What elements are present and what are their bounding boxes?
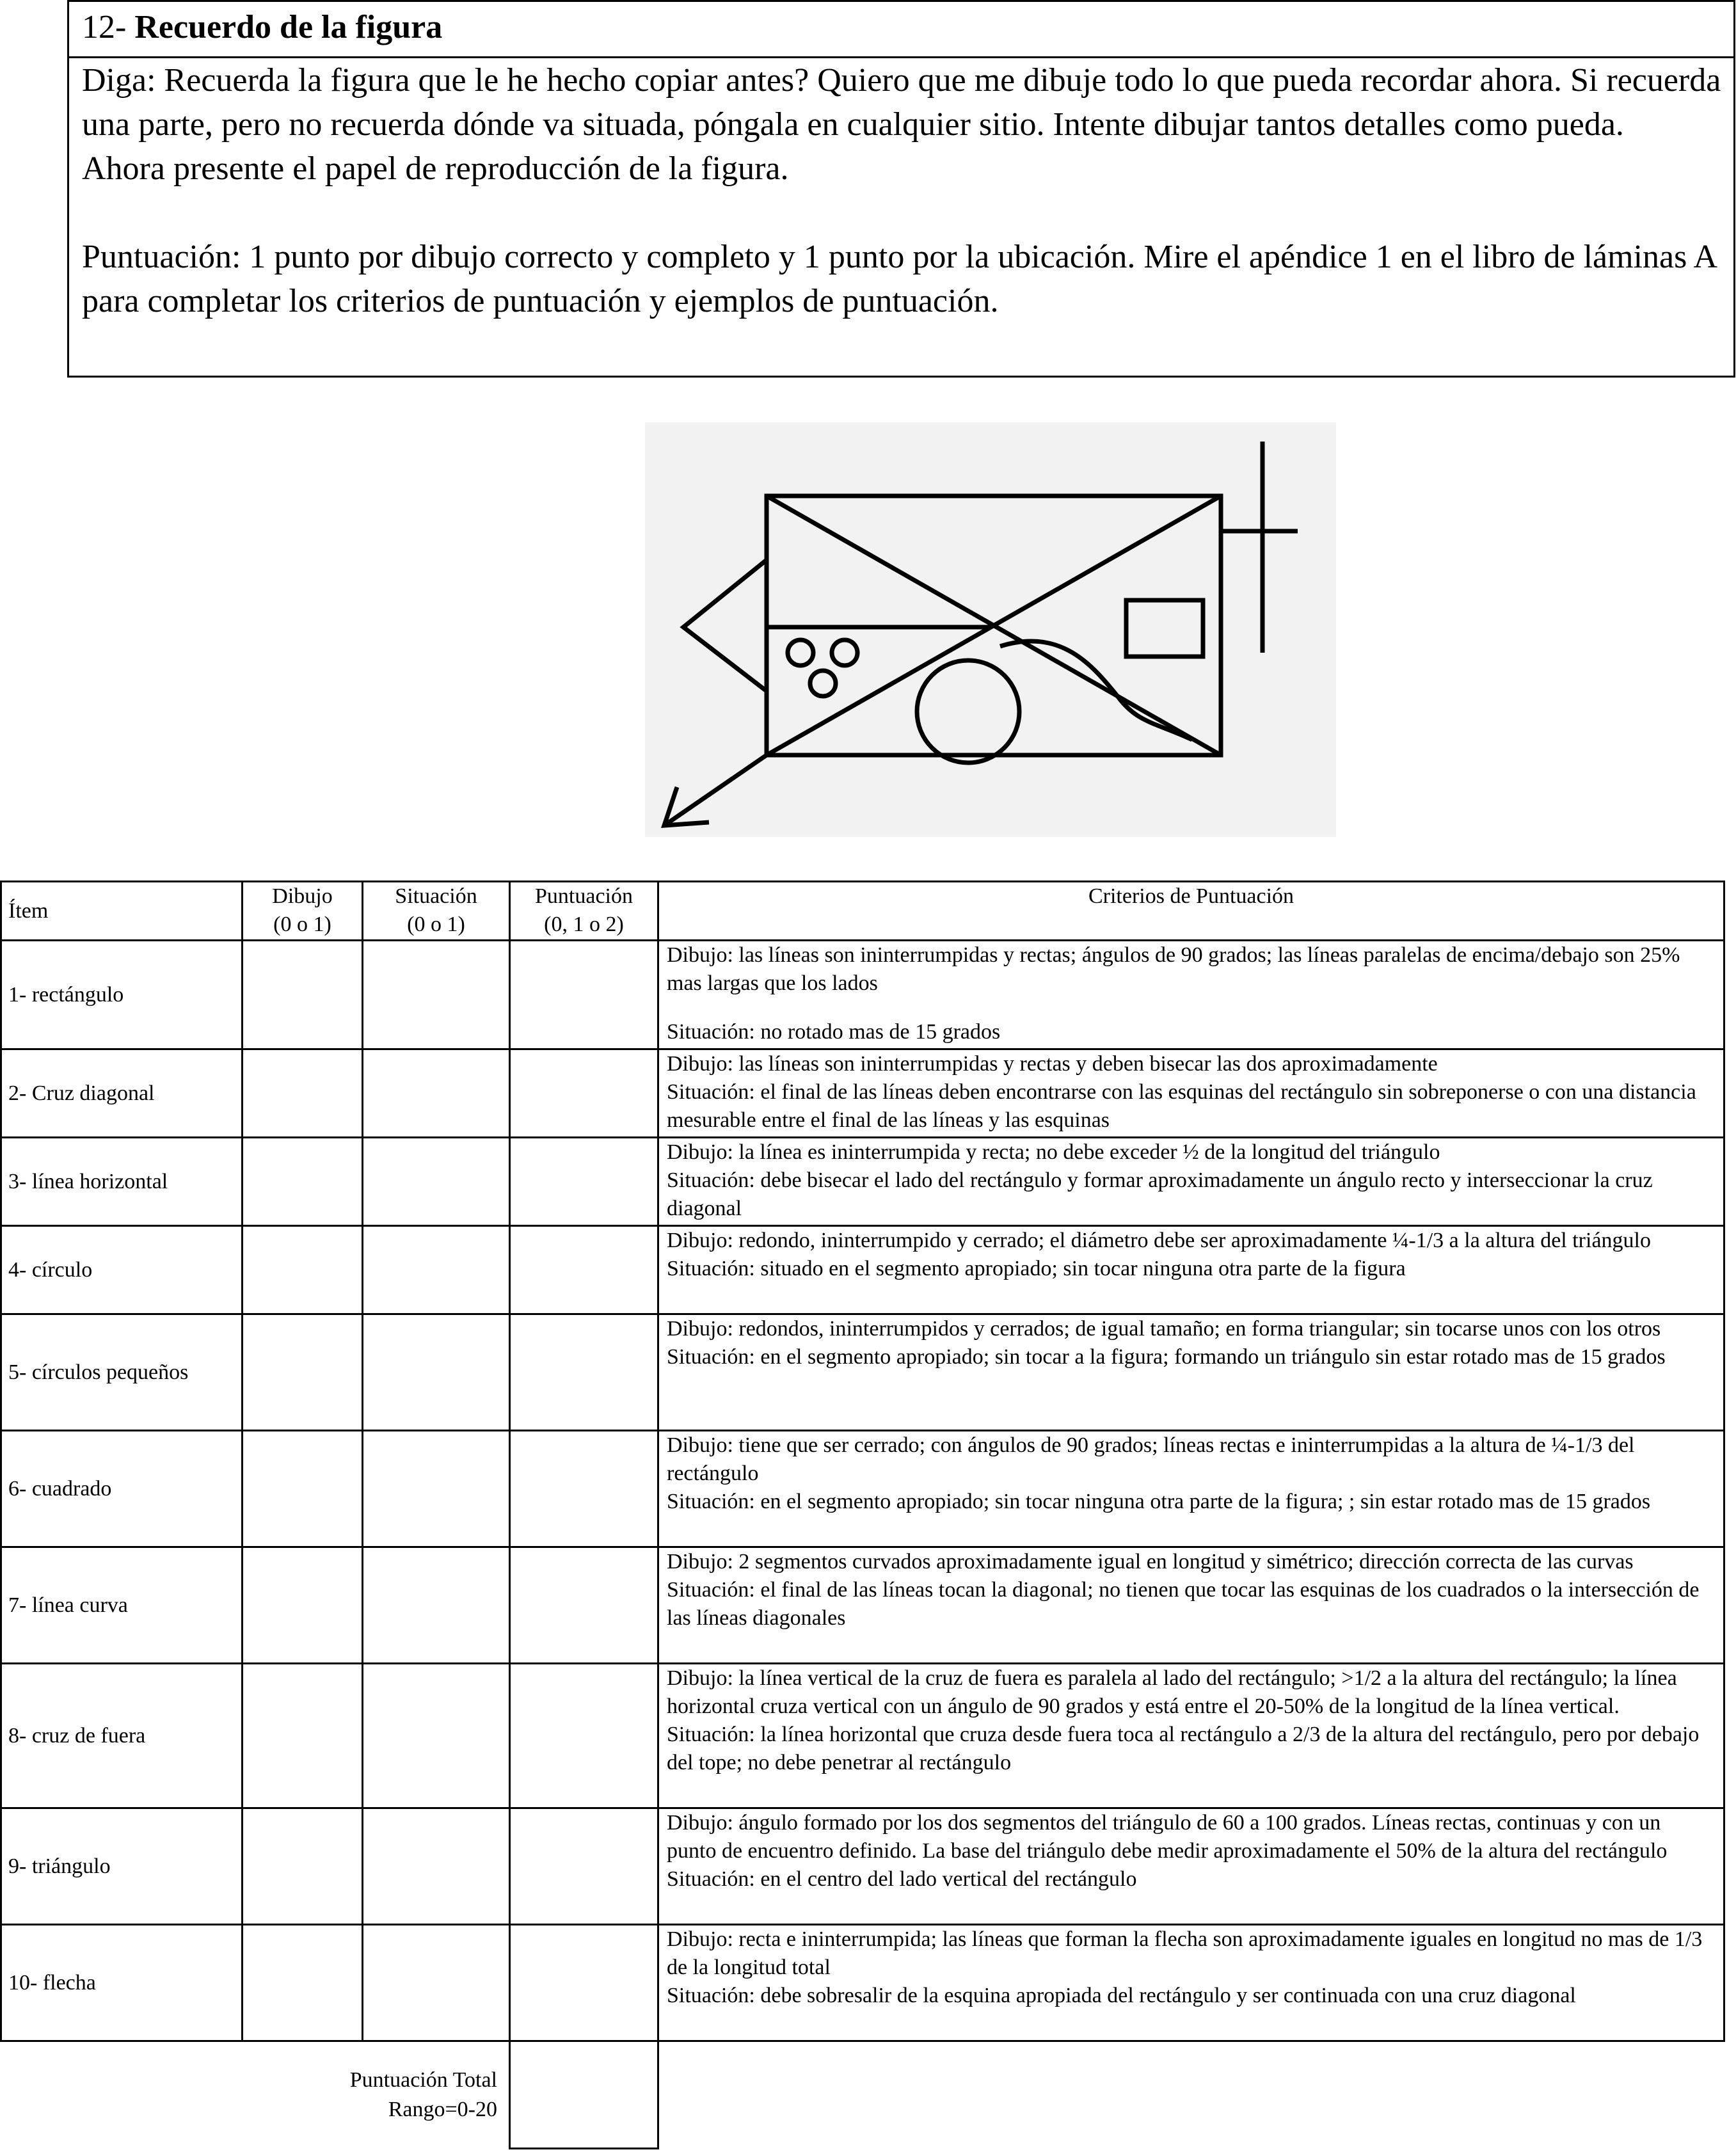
puntuacion-score-cell[interactable] <box>510 1664 658 1808</box>
table-row <box>1 1314 1724 1431</box>
item-label: 1- rectángulo <box>1 941 243 1049</box>
header-puntuacion: Puntuación (0, 1 o 2) <box>510 882 658 941</box>
table-row <box>1 1664 1724 1808</box>
puntuacion-score-cell[interactable] <box>510 1925 658 2041</box>
dibujo-score-cell[interactable] <box>243 1138 363 1226</box>
dibujo-score-cell[interactable] <box>243 1226 363 1314</box>
puntuacion-score-cell[interactable] <box>510 1049 658 1138</box>
table-row <box>1 941 1724 1049</box>
item-label: 7- línea curva <box>1 1547 243 1664</box>
section-title-text: Recuerdo de la figura <box>134 9 443 45</box>
criteria-cell: Dibujo: redondo, ininterrumpido y cerrado; el diámetro debe ser aproximadamente ¼-1/3 a la altura del triángulo Situación: situado en el segmento apropiado; sin tocar ninguna otra parte de la figura <box>658 1226 1724 1314</box>
puntuacion-score-cell[interactable] <box>510 1226 658 1314</box>
situacion-score-cell[interactable] <box>363 1431 510 1547</box>
dibujo-score-cell[interactable] <box>243 941 363 1049</box>
dibujo-score-cell[interactable] <box>243 1547 363 1664</box>
criteria-cell: Dibujo: 2 segmentos curvados aproximadamente igual en longitud y simétrico; dirección correcta de las curvas Situación: el final de las líneas tocan la diagonal; no tienen que tocar las esquinas de los cuadrados o la intersección de las líneas diagonales <box>658 1547 1724 1664</box>
criteria-cell: Dibujo: ángulo formado por los dos segmentos del triángulo de 60 a 100 grados. Líneas rectas, continuas y con un punto de encuentro definido. La base del triángulo debe medir aproximadamente el 50% de la altura del rectángulo Situación: en el centro del lado vertical del rectángulo <box>658 1808 1724 1925</box>
scoring-table <box>0 881 1725 2149</box>
instruction-paragraph-1: Diga: Recuerda la figura que le he hecho copiar antes? Quiero que me dibuje todo lo que pueda recordar ahora. Si recuerda una parte, pero no recuerda dónde va situada, póngala en cualquier sitio. Intente dibujar tantos detalles como pueda. <box>82 62 1721 143</box>
situacion-score-cell[interactable] <box>363 1925 510 2041</box>
item-label: 2- Cruz diagonal <box>1 1049 243 1138</box>
instruction-paragraph-2: Ahora presente el papel de reproducción de la figura. <box>82 150 789 187</box>
header-dibujo: Dibujo (0 o 1) <box>243 882 363 941</box>
criteria-cell: Dibujo: recta e ininterrumpida; las líneas que forman la flecha son aproximadamente iguales en longitud no mas de 1/3 de la longitud total Situación: debe sobresalir de la esquina apropiada del rectángulo y ser continuada con una cruz diagonal <box>658 1925 1724 2041</box>
total-row <box>1 2041 1724 2149</box>
total-score-cell[interactable] <box>510 2041 658 2149</box>
table-row <box>1 1808 1724 1925</box>
instruction-paragraph-3: Puntuación: 1 punto por dibujo correcto y completo y 1 punto por la ubicación. Mire el apéndice 1 en el libro de láminas A para completar los criterios de puntuación y ejemplos de puntuación. <box>82 239 1716 319</box>
header-item: Ítem <box>1 882 243 941</box>
dibujo-score-cell[interactable] <box>243 1431 363 1547</box>
header-situacion: Situación (0 o 1) <box>363 882 510 941</box>
puntuacion-score-cell[interactable] <box>510 1138 658 1226</box>
item-label: 6- cuadrado <box>1 1431 243 1547</box>
criteria-cell: Dibujo: las líneas son ininterrumpidas y rectas; ángulos de 90 grados; las líneas paralelas de encima/debajo son 25% mas largas que los lados Situación: no rotado mas de 15 grados <box>658 941 1724 1049</box>
table-row <box>1 1138 1724 1226</box>
table-row <box>1 1049 1724 1138</box>
table-row <box>1 1431 1724 1547</box>
puntuacion-score-cell[interactable] <box>510 1547 658 1664</box>
dibujo-score-cell[interactable] <box>243 1664 363 1808</box>
situacion-score-cell[interactable] <box>363 1226 510 1314</box>
criteria-cell: Dibujo: las líneas son ininterrumpidas y rectas y deben bisecar las dos aproximadamente Situación: el final de las líneas deben encontrarse con las esquinas del rectángulo sin sobreponerse o con una distancia mesurable entre el final de las líneas y las esquinas <box>658 1049 1724 1138</box>
item-label: 10- flecha <box>1 1925 243 2041</box>
item-label: 8- cruz de fuera <box>1 1664 243 1808</box>
puntuacion-score-cell[interactable] <box>510 1314 658 1431</box>
item-label: 3- línea horizontal <box>1 1138 243 1226</box>
dibujo-score-cell[interactable] <box>243 1314 363 1431</box>
table-header-row <box>1 882 1724 941</box>
section-title <box>69 2 1733 58</box>
situacion-score-cell[interactable] <box>363 1664 510 1808</box>
situacion-score-cell[interactable] <box>363 1808 510 1925</box>
situacion-score-cell[interactable] <box>363 1314 510 1431</box>
situacion-score-cell[interactable] <box>363 1049 510 1138</box>
criteria-cell: Dibujo: la línea es ininterrumpida y recta; no debe exceder ½ de la longitud del triángulo Situación: debe bisecar el lado del rectángulo y formar aproximadamente un ángulo recto y interseccionar la cruz diagonal <box>658 1138 1724 1226</box>
complex-figure-drawing <box>645 422 1336 837</box>
instruction-text <box>69 58 1733 323</box>
item-label: 4- círculo <box>1 1226 243 1314</box>
dibujo-score-cell[interactable] <box>243 1808 363 1925</box>
item-label: 9- triángulo <box>1 1808 243 1925</box>
dibujo-score-cell[interactable] <box>243 1049 363 1138</box>
criteria-cell: Dibujo: tiene que ser cerrado; con ángulos de 90 grados; líneas rectas e ininterrumpidas a la altura de ¼-1/3 del rectángulo Situación: en el segmento apropiado; sin tocar ninguna otra parte de la figura; ; sin estar rotado mas de 15 grados <box>658 1431 1724 1547</box>
table-row <box>1 1226 1724 1314</box>
table-row <box>1 1547 1724 1664</box>
dibujo-score-cell[interactable] <box>243 1925 363 2041</box>
situacion-score-cell[interactable] <box>363 1138 510 1226</box>
criteria-cell: Dibujo: redondos, ininterrumpidos y cerrados; de igual tamaño; en forma triangular; sin tocarse unos con los otros Situación: en el segmento apropiado; sin tocar a la figura; formando un triángulo sin estar rotado mas de 15 grados <box>658 1314 1724 1431</box>
reference-figure <box>645 422 1336 837</box>
section-number: 12- <box>82 9 127 45</box>
total-label: Puntuación Total Rango=0-20 <box>349 2068 497 2122</box>
puntuacion-score-cell[interactable] <box>510 1431 658 1547</box>
criteria-cell: Dibujo: la línea vertical de la cruz de fuera es paralela al lado del rectángulo; >1/2 a la altura del rectángulo; la línea horizontal cruza vertical con un ángulo de 90 grados y está entre el 20-50% de la longitud de la línea vertical. Situación: la línea horizontal que cruza desde fuera toca al rectángulo a 2/3 de la altura del rectángulo, pero por debajo del tope; no debe penetrar al rectángulo <box>658 1664 1724 1808</box>
puntuacion-score-cell[interactable] <box>510 1808 658 1925</box>
situacion-score-cell[interactable] <box>363 1547 510 1664</box>
item-label: 5- círculos pequeños <box>1 1314 243 1431</box>
puntuacion-score-cell[interactable] <box>510 941 658 1049</box>
situacion-score-cell[interactable] <box>363 941 510 1049</box>
table-row <box>1 1925 1724 2041</box>
header-criterios: Criterios de Puntuación <box>658 882 1724 941</box>
instruction-box <box>67 0 1735 378</box>
